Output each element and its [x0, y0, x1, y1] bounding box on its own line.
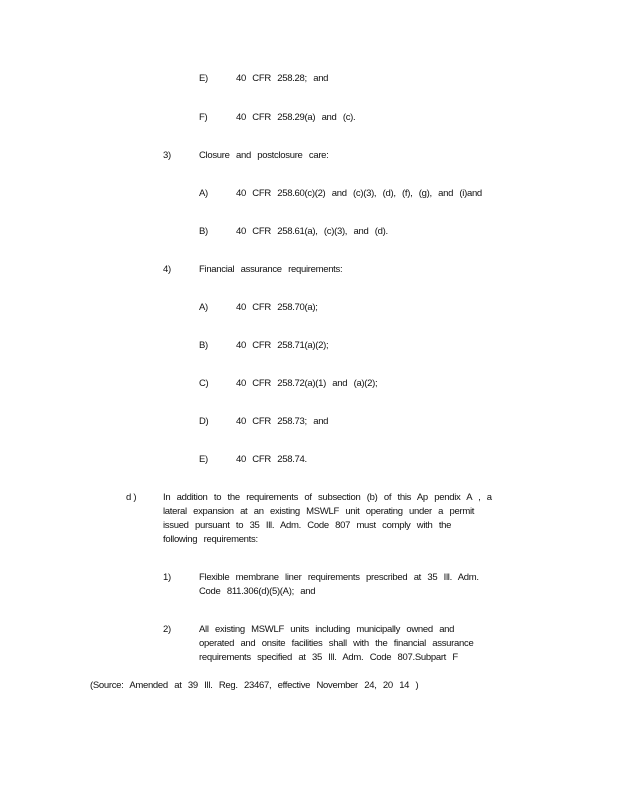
item-label: 2): [163, 624, 171, 635]
item-label: E): [199, 73, 208, 84]
citation-text: 40 CFR 258.61(a), (c)(3), and (d).: [236, 226, 388, 237]
paragraph-line: issued pursuant to 35 Ill. Adm. Code 807 must comply with the: [163, 520, 452, 531]
item-label: D): [199, 416, 209, 427]
item-label: C): [199, 378, 209, 389]
subsection-label: d ): [126, 492, 137, 503]
item-label: A): [199, 188, 208, 199]
item-label: B): [199, 226, 208, 237]
citation-text: 40 CFR 258.29(a) and (c).: [236, 112, 356, 123]
paragraph-line: All existing MSWLF units including municipally owned and: [199, 624, 455, 635]
paragraph-line: In addition to the requirements of subsection (b) of this Ap pendix A , a: [163, 492, 492, 503]
paragraph-line: requirements specified at 35 Ill. Adm. Code 807.Subpart F: [199, 652, 458, 663]
citation-text: 40 CFR 258.60(c)(2) and (c)(3), (d), (f), (g), and (i)and: [236, 188, 482, 199]
citation-text: 40 CFR 258.73; and: [236, 416, 329, 427]
item-label: F): [199, 112, 208, 123]
item-heading: Financial assurance requirements:: [199, 264, 343, 275]
citation-text: 40 CFR 258.71(a)(2);: [236, 340, 329, 351]
item-label: 4): [163, 264, 171, 275]
citation-text: 40 CFR 258.28; and: [236, 73, 329, 84]
paragraph-line: Code 811.306(d)(5)(A); and: [199, 586, 316, 597]
item-label: E): [199, 454, 208, 465]
item-label: 1): [163, 572, 171, 583]
citation-text: 40 CFR 258.74.: [236, 454, 307, 465]
item-heading: Closure and postclosure care:: [199, 150, 329, 161]
item-label: 3): [163, 150, 171, 161]
paragraph-line: following requirements:: [163, 534, 258, 545]
paragraph-line: Flexible membrane liner requirements prescribed at 35 Ill. Adm.: [199, 572, 479, 583]
source-note: (Source: Amended at 39 Ill. Reg. 23467, effective November 24, 20 14 ): [90, 680, 419, 691]
paragraph-line: operated and onsite facilities shall with the financial assurance: [199, 638, 474, 649]
citation-text: 40 CFR 258.70(a);: [236, 302, 318, 313]
item-label: B): [199, 340, 208, 351]
item-label: A): [199, 302, 208, 313]
paragraph-line: lateral expansion at an existing MSWLF unit operating under a permit: [163, 506, 475, 517]
citation-text: 40 CFR 258.72(a)(1) and (a)(2);: [236, 378, 378, 389]
